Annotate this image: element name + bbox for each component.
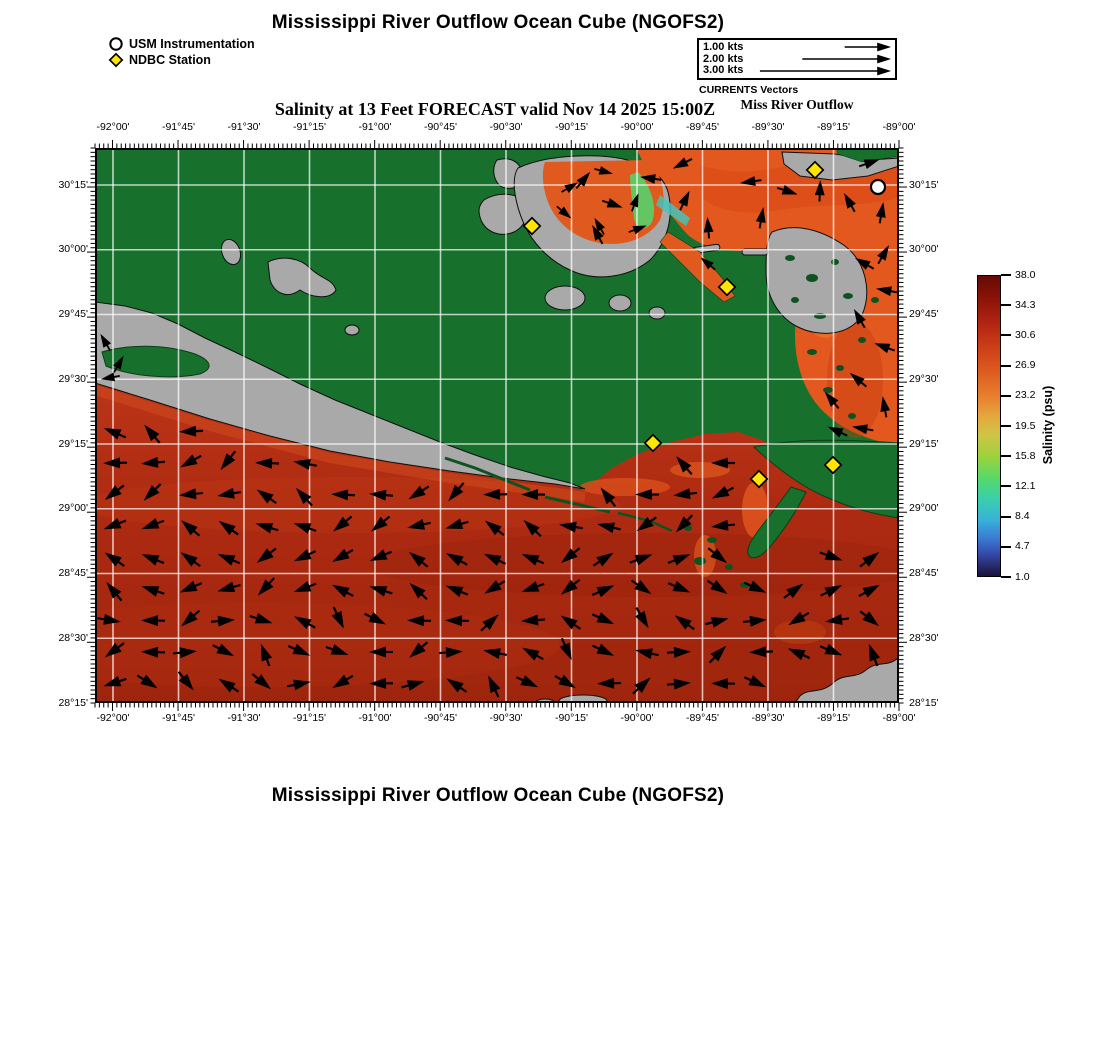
colorbar-tick-label: 30.6: [1015, 328, 1036, 341]
vector-arrow-icon: [755, 66, 891, 76]
y-axis-tick-label-right: 29°15': [909, 437, 939, 450]
y-axis-tick-label-left: 28°45': [58, 567, 88, 579]
x-axis-tick-label-top: -91°45': [161, 121, 196, 133]
colorbar-tick-label: 26.9: [1015, 359, 1036, 372]
colorbar-tick-mark: [1001, 546, 1011, 548]
y-axis-tick-label-right: 29°45': [909, 308, 939, 320]
currents-vectors-caption: CURRENTS Vectors: [699, 84, 799, 96]
x-axis-tick-label-top: -90°15': [554, 121, 589, 133]
colorbar-gradient: [977, 275, 1001, 577]
y-axis-tick-label-right: 29°30': [909, 372, 939, 385]
marker-legend-row: [108, 36, 255, 52]
x-axis-tick-label-bottom: -91°15': [292, 712, 327, 724]
x-axis-tick-label-top: -91°15': [292, 121, 327, 133]
footer-title: Mississippi River Outflow Ocean Cube (NGOFS2): [271, 785, 725, 806]
x-axis-tick-label-bottom: -89°00': [882, 712, 916, 724]
plot-subtitle: Salinity at 13 Feet FORECAST valid Nov 14 2025 15:00Z: [274, 99, 716, 119]
colorbar-tick-label: 34.3: [1015, 298, 1036, 311]
x-axis-tick-label-top: -89°00': [882, 121, 916, 133]
vector-legend-row: [703, 54, 891, 65]
y-axis-tick-label-left: 29°15': [58, 437, 88, 450]
colorbar-tick-mark: [1001, 576, 1011, 578]
y-axis-tick-label-left: 29°30': [58, 372, 88, 385]
page-title: Mississippi River Outflow Ocean Cube (NGOFS2): [271, 12, 725, 33]
currents-vector-legend: [697, 38, 897, 80]
vector-speed-label: 3.00 kts: [703, 64, 744, 77]
x-axis-tick-label-top: -89°15': [816, 121, 851, 133]
usm-circle-marker-icon: [108, 36, 124, 52]
y-axis-tick-label-right: 29°00': [909, 502, 939, 515]
x-axis-tick-label-bottom: -90°30': [489, 712, 523, 724]
x-axis-tick-label-top: -90°00': [620, 121, 654, 133]
marker-legend-label: USM Instrumentation: [129, 37, 255, 51]
x-axis-tick-label-top: -89°30': [751, 121, 785, 133]
marker-legend-row: [108, 52, 255, 68]
vector-speed-label: 1.00 kts: [703, 40, 744, 53]
region-label: Miss River Outflow: [740, 97, 854, 112]
colorbar-tick-label: 19.5: [1015, 419, 1036, 432]
x-axis-tick-label-top: -92°00': [96, 121, 130, 133]
colorbar-tick-label: 1.0: [1015, 570, 1030, 583]
x-axis-tick-label-top: -91°30': [227, 121, 261, 133]
colorbar-tick-mark: [1001, 395, 1011, 397]
colorbar-tick-mark: [1001, 304, 1011, 306]
colorbar-tick-label: 23.2: [1015, 389, 1036, 402]
x-axis-tick-label-bottom: -90°45': [423, 712, 458, 724]
colorbar-tick-mark: [1001, 365, 1011, 367]
map-canvas: [83, 136, 911, 719]
y-axis-tick-label-left: 29°45': [58, 308, 88, 320]
y-axis-tick-label-right: 30°15': [909, 178, 939, 191]
x-axis-tick-label-top: -90°45': [423, 121, 458, 133]
colorbar-tick-label: 12.1: [1015, 479, 1036, 492]
marker-legend-label: NDBC Station: [129, 53, 211, 67]
usm-station-marker: [871, 180, 885, 194]
x-axis-tick-label-bottom: -89°45': [685, 712, 720, 724]
vector-speed-label: 2.00 kts: [703, 52, 744, 65]
x-axis-tick-label-bottom: -90°15': [554, 712, 589, 724]
vector-arrow-icon: [755, 42, 891, 52]
colorbar-tick-mark: [1001, 516, 1011, 518]
y-axis-tick-label-right: 28°45': [909, 567, 939, 579]
y-axis-tick-label-left: 29°00': [58, 502, 88, 515]
y-axis-tick-label-right: 30°00': [909, 243, 939, 256]
y-axis-tick-label-right: 28°30': [909, 631, 939, 644]
x-axis-tick-label-bottom: -91°30': [227, 712, 261, 724]
colorbar-tick-mark: [1001, 334, 1011, 336]
x-axis-tick-label-top: -91°00': [358, 121, 392, 133]
x-axis-tick-label-bottom: -89°30': [751, 712, 785, 724]
colorbar-tick-label: 8.4: [1015, 510, 1030, 523]
y-axis-tick-label-left: 28°15': [58, 696, 88, 709]
vector-legend-row: [703, 42, 891, 53]
colorbar-title: Salinity (psu): [1041, 385, 1055, 465]
colorbar-tick-mark: [1001, 455, 1011, 457]
x-axis-tick-label-bottom: -90°00': [620, 712, 654, 724]
x-axis-tick-label-top: -89°45': [685, 121, 720, 133]
y-axis-tick-label-left: 30°15': [58, 178, 88, 191]
colorbar-tick-mark: [1001, 274, 1011, 276]
x-axis-tick-label-bottom: -92°00': [96, 712, 130, 724]
y-axis-tick-label-left: 28°30': [58, 631, 88, 644]
colorbar-tick-mark: [1001, 485, 1011, 487]
marker-legend: [108, 36, 255, 68]
colorbar-tick-label: 4.7: [1015, 540, 1030, 553]
x-axis-tick-label-bottom: -91°45': [161, 712, 196, 724]
colorbar-tick-label: 15.8: [1015, 449, 1036, 462]
y-axis-tick-label-left: 30°00': [58, 243, 88, 256]
colorbar-tick-label: 38.0: [1015, 268, 1036, 281]
vector-arrow-icon: [755, 54, 891, 64]
vector-legend-row: [703, 65, 891, 76]
x-axis-tick-label-bottom: -91°00': [358, 712, 392, 724]
colorbar-tick-mark: [1001, 425, 1011, 427]
x-axis-tick-label-bottom: -89°15': [816, 712, 851, 724]
y-axis-tick-label-right: 28°15': [909, 696, 939, 709]
ndbc-diamond-marker-icon: [108, 52, 124, 68]
x-axis-tick-label-top: -90°30': [489, 121, 523, 133]
